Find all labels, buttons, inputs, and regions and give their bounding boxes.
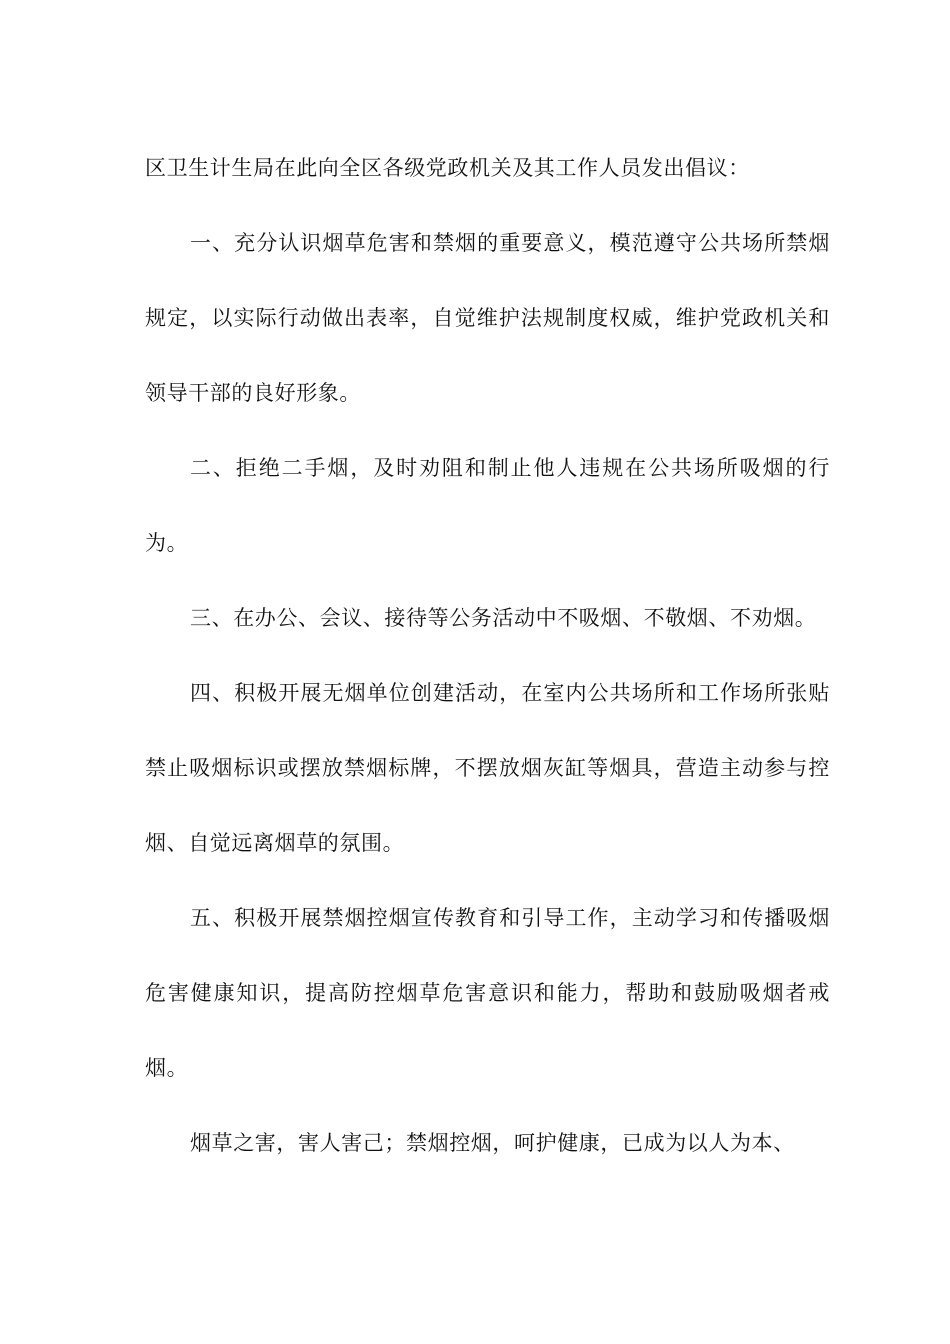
paragraph-item-2: 二、拒绝二手烟，及时劝阻和制止他人违规在公共场所吸烟的行为。 (145, 456, 830, 555)
paragraph-intro: 区卫生计生局在此向全区各级党政机关及其工作人员发出倡议： (145, 156, 750, 180)
paragraph-item-3: 三、在办公、会议、接待等公务活动中不吸烟、不敬烟、不劝烟。 (190, 606, 817, 630)
paragraph-item-1: 一、充分认识烟草危害和禁烟的重要意义，模范遵守公共场所禁烟规定，以实际行动做出表率，自觉维护法规制度权威，维护党政机关和领导干部的良好形象。 (145, 231, 830, 405)
document-body (145, 131, 830, 1181)
paragraph-closing: 烟草之害，害人害己；禁烟控烟，呵护健康，已成为以人为本、 (190, 1131, 795, 1155)
paragraph-item-5: 五、积极开展禁烟控烟宣传教育和引导工作，主动学习和传播吸烟危害健康知识，提高防控烟草危害意识和能力，帮助和鼓励吸烟者戒烟。 (145, 906, 830, 1080)
paragraph-item-4: 四、积极开展无烟单位创建活动，在室内公共场所和工作场所张贴禁止吸烟标识或摆放禁烟标牌，不摆放烟灰缸等烟具，营造主动参与控烟、自觉远离烟草的氛围。 (145, 681, 830, 855)
